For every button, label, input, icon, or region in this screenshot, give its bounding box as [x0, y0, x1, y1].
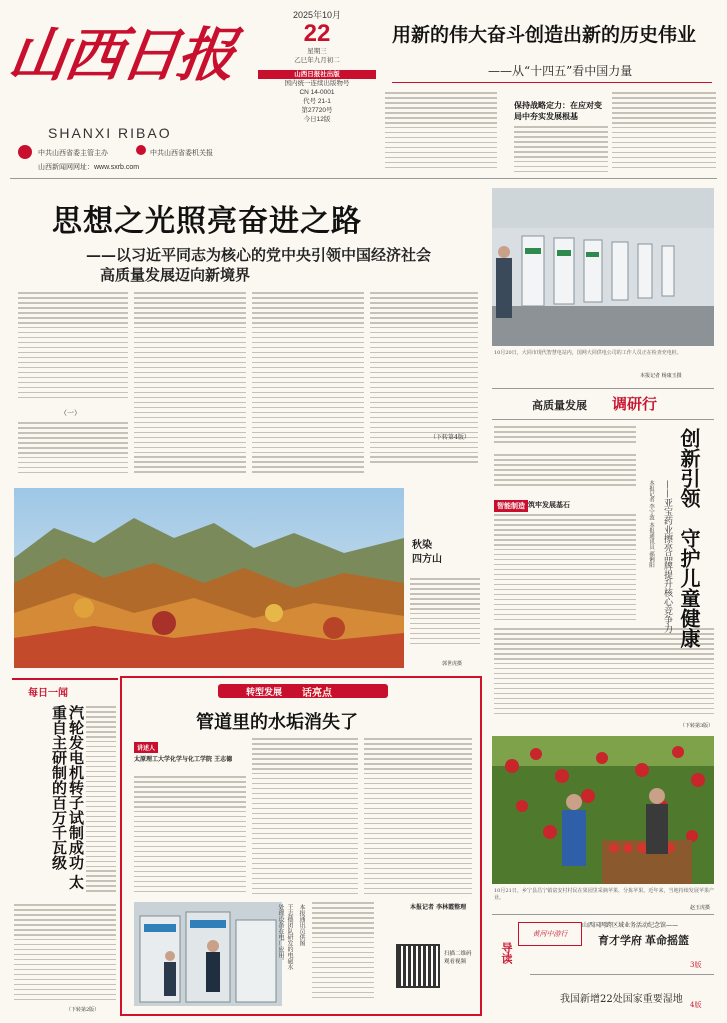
guide-logo: 黄河中游行: [518, 922, 582, 946]
research-tag: 智能制造: [494, 500, 528, 512]
apple-harvest-photo: [492, 736, 714, 884]
party-emblem-icon: [18, 145, 32, 159]
speaker-tag: 讲述人: [134, 742, 158, 753]
apple-caption: 10月21日，乡宁县昌宁镇富安村村民在果园里采摘苹果、分拣苹果。近年来，当地持续发展苹果产业。: [494, 888, 714, 901]
lead-text-col2: [134, 292, 246, 480]
masthead-pinyin: SHANXI RIBAO: [48, 125, 172, 141]
issue-info: [258, 8, 376, 148]
research-intro: [494, 426, 636, 448]
guide-item1-kicker: 山西国网跨区域业务活动纪念馆——: [582, 922, 679, 929]
sponsor-left: 中共山西省委主管主办: [38, 150, 108, 157]
apple-credit: 赵玉虎摄: [690, 905, 711, 911]
research-badge: 调研行: [612, 396, 658, 413]
research-title-2[interactable]: 守护儿童健康: [677, 528, 699, 648]
feature-photo-credit: 本报通讯员供图: [298, 904, 305, 946]
guide-item1-page[interactable]: 3版: [690, 961, 702, 969]
daily-news-header: 每日一闻: [28, 688, 68, 699]
daily-news-text-top: [86, 706, 116, 896]
website[interactable]: 山西新闻网网址：www.sxrb.com: [38, 164, 140, 171]
top-story-text: [385, 92, 497, 172]
lead-text-col3: [252, 292, 364, 480]
lead-headline[interactable]: 思想之光照亮奋进之路: [52, 205, 362, 238]
feature-text-col1: [134, 776, 246, 898]
guide-item2[interactable]: 我国新增22处国家重要湿地: [560, 994, 683, 1005]
lead-marker: （一）: [60, 409, 81, 417]
lead-continue[interactable]: （下转第4版）: [430, 434, 470, 441]
research-title-1[interactable]: 创新引领: [677, 428, 699, 508]
autumn-caption: [410, 578, 480, 650]
feature-text-col4: [312, 902, 374, 1002]
feature-byline: 本报记者 李林霞整理: [410, 904, 467, 911]
research-intro-2: [494, 454, 636, 492]
charging-credit: 本报记者 杨康玉摄: [640, 373, 682, 379]
feature-headline[interactable]: 管道里的水垢消失了: [196, 712, 358, 732]
qr-code[interactable]: [396, 944, 440, 988]
feature-photo-caption: 王志德团队研发的电磁水处理设备在电厂应用。: [277, 904, 293, 970]
feature-kicker: 转型发展: [246, 687, 283, 697]
lunar-date: 乙巳年九月初二: [294, 57, 340, 64]
research-kicker: 高质量发展: [532, 400, 587, 412]
divider: [10, 178, 717, 179]
issue-number: 第27720号: [301, 107, 333, 114]
research-continue[interactable]: （下转第3版）: [680, 723, 714, 729]
lead-text-col1: [18, 292, 128, 402]
feature-text-col3: [364, 738, 472, 898]
autumn-title-2: 四方山: [412, 554, 442, 565]
lead-text-col4: [370, 292, 478, 472]
publisher: 山西日报社出版: [258, 70, 376, 79]
research-header: [492, 388, 714, 420]
top-headline[interactable]: 用新的伟大奋斗创造出新的历史伟业: [392, 25, 697, 46]
feature-kicker-badge: 话亮点: [302, 688, 332, 699]
guide-item1[interactable]: 育才学府 革命摇篮: [598, 935, 690, 947]
postal-code: 代号 21-1: [303, 98, 331, 105]
speaker-name: 太原理工大学化学与化工学院 王志德: [134, 756, 233, 763]
guide-item2-page[interactable]: 4版: [690, 1001, 702, 1009]
research-byline: 本报记者 李宁波 本报通讯员 郝俐阳: [648, 480, 654, 568]
lead-subtitle-2: 高质量发展迈向新境界: [100, 266, 251, 284]
charging-caption: 10月20日，大同市现代智慧电站内，国网大同供电公司的工作人员正在检查充电桩。: [494, 350, 682, 356]
issue-day: 22: [303, 20, 331, 47]
cn-number: CN 14-0001: [299, 89, 335, 96]
side-story-text: [514, 126, 608, 174]
daily-news-text: [14, 904, 116, 1004]
masthead-logo: 山西日报: [4, 21, 239, 89]
top-story-text-2: [612, 92, 716, 172]
top-headline-subtitle: ——从“十四五”看中国力量: [488, 64, 633, 78]
side-headline[interactable]: 保持战略定力：在应对变局中夯实发展根基: [514, 101, 602, 121]
daily-news-continue[interactable]: （下转第2版）: [66, 1007, 100, 1013]
issn-label: 国内统一连续出版物号: [284, 80, 350, 87]
daily-news-headline[interactable]: 汽轮发电机转子试制成功 太重自主研制的百万千瓦级: [50, 705, 84, 890]
page-count: 今日12版: [303, 116, 331, 123]
lead-text-col1b: [18, 422, 128, 480]
feature-text-col2: [252, 738, 358, 898]
autumn-title-1: 秋染: [412, 540, 432, 551]
research-tag-title: 筑牢发展基石: [528, 502, 570, 509]
sponsor-right: 中共山西省委机关报: [150, 150, 213, 157]
weekday: 星期三: [307, 48, 327, 55]
guide-header: 导读: [500, 942, 512, 964]
emblem-icon: [136, 145, 146, 155]
rule: [392, 82, 712, 83]
feature-lab-photo: [134, 902, 282, 1006]
autumn-credit: 郭世虎摄: [442, 661, 463, 667]
autumn-landscape-photo: [14, 488, 404, 668]
lead-subtitle-1: ——以习近平同志为核心的党中央引领中国经济社会: [86, 246, 432, 264]
daily-news-rule: [12, 678, 118, 680]
qr-caption: 扫描二维码 观看视频: [444, 951, 472, 965]
guide-rule: [492, 914, 714, 915]
guide-divider: [530, 974, 714, 975]
charging-station-photo: [492, 188, 714, 346]
research-text-1: [494, 514, 636, 624]
issue-date: 2025年10月: [292, 10, 342, 20]
research-subtitle: ——亚宝药业擦亮品牌提升核心竞争力: [662, 480, 672, 633]
